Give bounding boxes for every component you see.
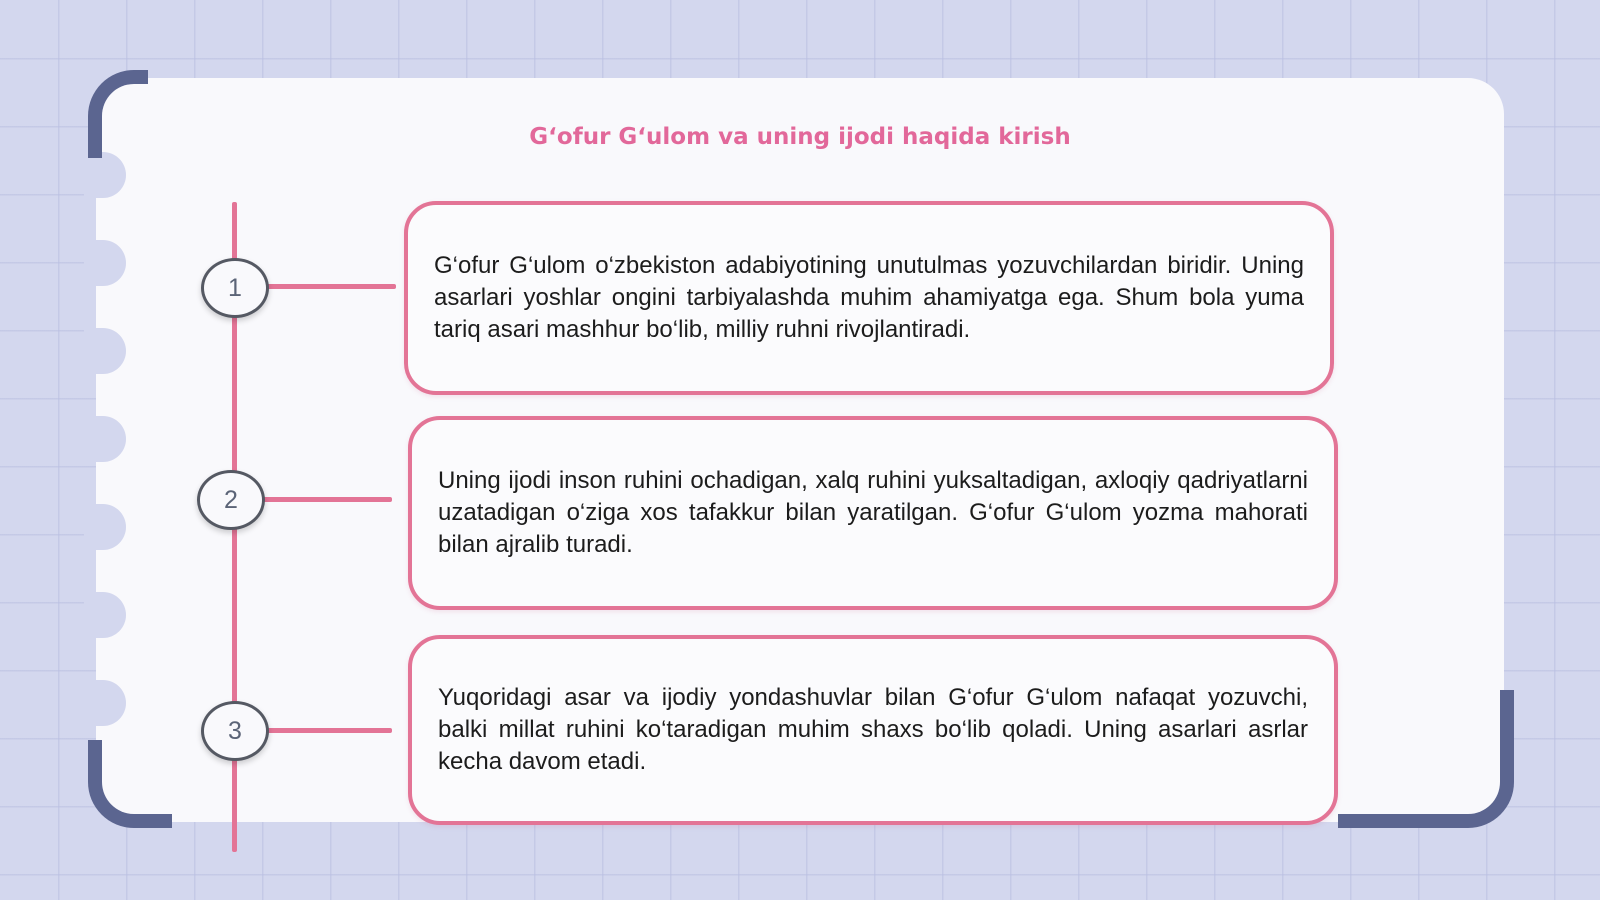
step-box-1 [404, 201, 1334, 395]
corner-bracket-bottom-right [1338, 690, 1514, 828]
step-number-2: 2 [197, 470, 265, 530]
step-text-3: Yuqoridagi asar va ijodiy yondashuvlar bilan G‘ofur G‘ulom nafaqat yozuvchi, balki millat ruhini ko‘taradigan muhim shaxs bo‘lib qoladi. Uning asarlari asrlar kecha davom etadi. [438, 684, 1308, 775]
slide-title: Gʻofur Gʻulom va uning ijodi haqida kirish [529, 124, 1071, 150]
step-number-1: 1 [201, 258, 269, 318]
step-box-3 [408, 635, 1338, 825]
step-number-3: 3 [201, 701, 269, 761]
step-text-1: G‘ofur G‘ulom o‘zbekiston adabiyotining unutulmas yozuvchilardan biridir. Uning asarlari yoshlar ongini tarbiyalashda muhim ahamiyatga ega. Shum bola yuma tariq asari mashhur bo‘lib, milliy ruhni rivojlantiradi. [434, 252, 1304, 343]
corner-bracket-bottom-left [88, 740, 172, 828]
step-connector [264, 284, 396, 289]
step-connector [264, 728, 392, 733]
step-box-2 [408, 416, 1338, 610]
step-text-2: Uning ijodi inson ruhini ochadigan, xalq ruhini yuksaltadigan, axloqiy qadriyatlarni uzatadigan o‘ziga xos tafakkur bilan yaratilgan. G‘ofur G‘ulom yozma mahorati bilan ajralib turadi. [438, 467, 1308, 558]
step-connector [262, 497, 392, 502]
